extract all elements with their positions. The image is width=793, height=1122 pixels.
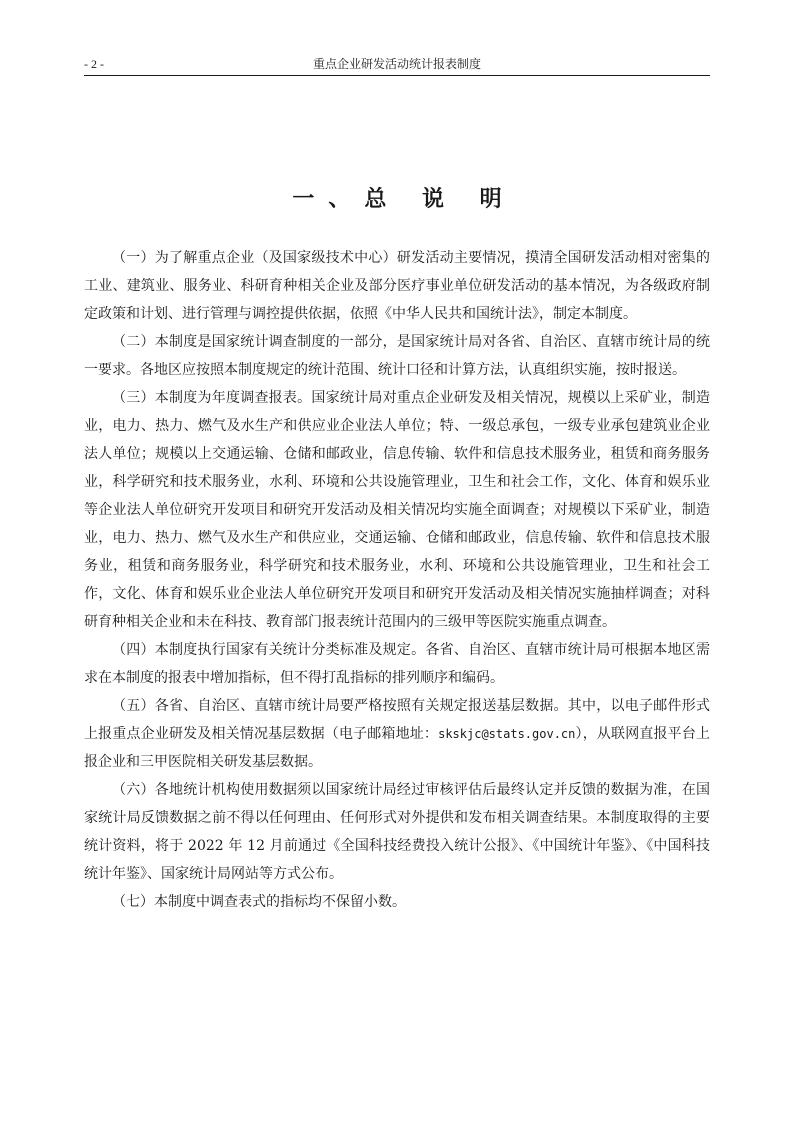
paragraph-7: （七）本制度中调查表式的指标均不保留小数。 — [112, 894, 406, 910]
paragraph-3: （三）本制度为年度调查报表。国家统计局对重点企业研发及相关情况，规模以上采矿业，制造业，电力、热力、燃气及水生产和供应业企业法人单位；特、一级总承包，一级专业承包建筑业企业法人单位；规模以上交通运输、仓储和邮政业，信息传输、软件和信息技术服务业，租赁和商务服务业，科学研究和技术服务业，水利、环境和公共设施管理业，卫生和社会工作，文化、体育和娱乐业等企业法人单位研究开发项目和研究开发活动及相关情况均实施全面调查；对规模以下采矿业，制造业，电力、热力、燃气及水生产和供应业，交通运输、仓储和邮政业，信息传输、软件和信息技术服务业，租赁和商务服务业，科学研究和技术服务业，水利、环境和公共设施管理业，卫生和社会工作，文化、体育和娱乐业企业法人单位研究开发项目和研究开发活动及相关情况实施抽样调查；对科研育种相关企业和未在科技、教育部门报表统计范围内的三级甲等医院实施重点调查。 — [84, 390, 710, 630]
running-title: 重点企业研发活动统计报表制度 — [312, 57, 481, 71]
body-text — [84, 244, 710, 916]
paragraph-5-tail: ），从联网直报平台上报企业和三甲医院相关研发基层数据。 — [84, 726, 711, 770]
paragraph-4: （四）本制度执行国家有关统计分类标准及规定。各省、自治区、直辖市统计局可根据本地区需求在本制度的报表中增加指标，但不得打乱指标的排列顺序和编码。 — [84, 642, 710, 686]
header-divider — [84, 75, 710, 76]
paragraph-6: （六）各地统计机构使用数据须以国家统计局经过审核评估后最终认定并反馈的数据为准，在国家统计局反馈数据之前不得以任何理由、任何形式对外提供和发布相关调查结果。本制度取得的主要统计资料，将于 2022 年 12 月前通过《全国科技经费投入统计公报》、《中国统计年鉴》、《中国科技统计年鉴》、国家统计局网站等方式公布。 — [84, 782, 710, 882]
email-address: skskjc@stats.gov.cn — [438, 727, 576, 741]
paragraph-1: （一）为了解重点企业（及国家级技术中心）研发活动主要情况，摸清全国研发活动相对密集的工业、建筑业、服务业、科研育种相关企业及部分医疗事业单位研发活动的基本情况，为各级政府制定政策和计划、进行管理与调控提供依据，依照《中华人民共和国统计法》，制定本制度。 — [84, 250, 710, 322]
paragraph-2: （二）本制度是国家统计调查制度的一部分，是国家统计局对各省、自治区、直辖市统计局的统一要求。各地区应按照本制度规定的统计范围、统计口径和计算方法，认真组织实施，按时报送。 — [84, 334, 710, 378]
paragraph-5-lead: （五）各省、自治区、直辖市统计局要严格按照有关规定报送基层数据。其中，以电子邮件形式上报重点企业研发及相关情况基层数据（电子邮箱地址： — [84, 698, 710, 742]
section-heading: 一、总 说 明 — [292, 186, 516, 212]
page-number: - 2 - — [84, 57, 104, 71]
paragraph-5 — [84, 692, 710, 776]
page-header — [84, 56, 710, 74]
